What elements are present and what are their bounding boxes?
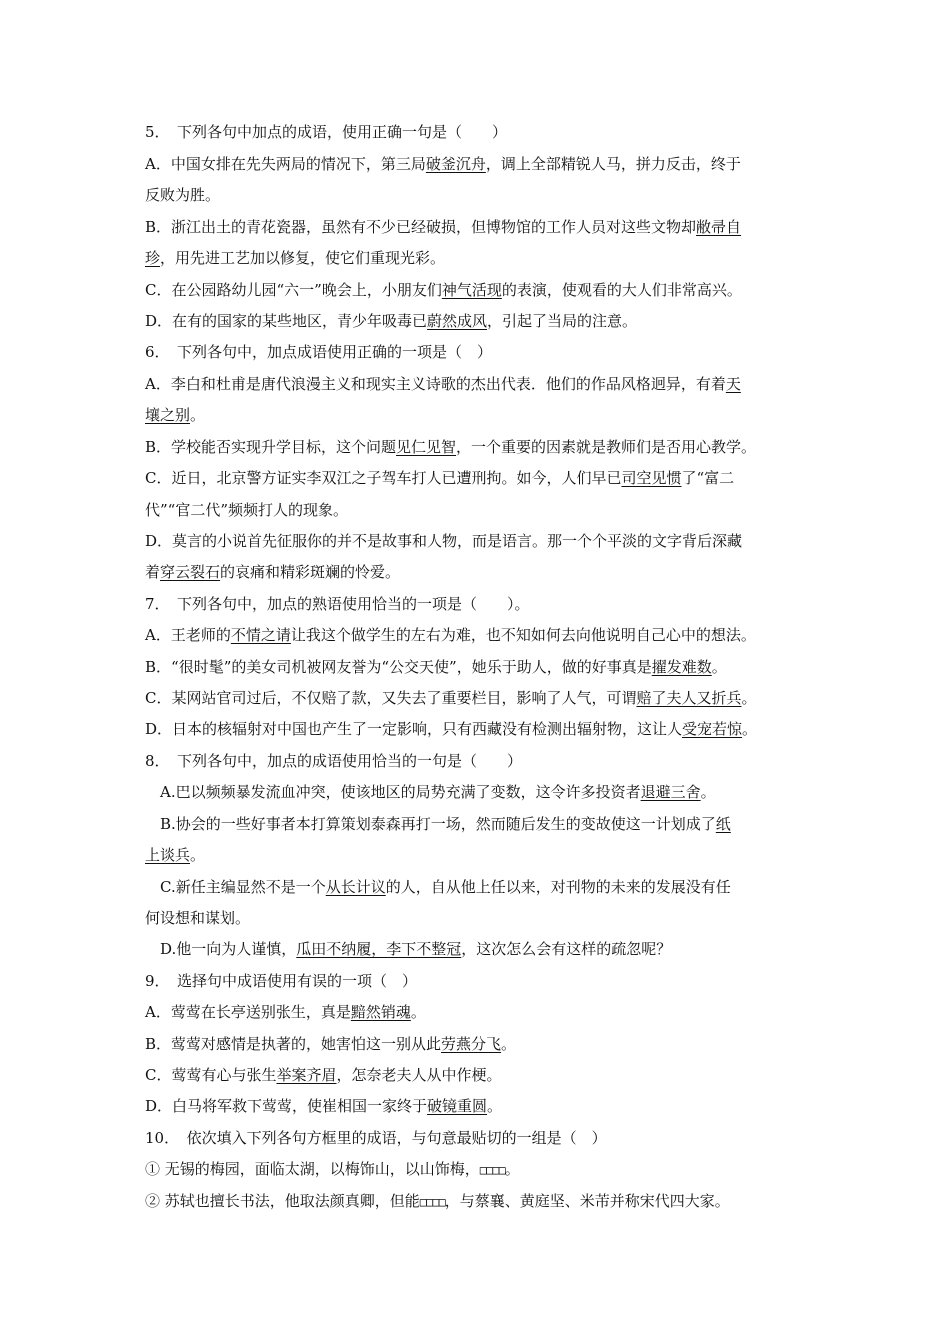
blank-boxes: □□□□ bbox=[479, 1163, 505, 1177]
idiom-underline: 神气活现 bbox=[441, 281, 502, 299]
idiom-underline: 珍 bbox=[145, 249, 161, 267]
question-7-stem: 7． 下列各句中，加点的熟语使用恰当的一项是（ ）。 bbox=[145, 595, 530, 613]
question-10-sentence-1: ① 无锡的梅园，面临太湖，以梅饰山，以山饰梅，□□□□。 bbox=[145, 1160, 520, 1178]
question-8-option-d: D.他一向为人谨慎，瓜田不纳履，李下不整冠，这次怎么会有这样的疏忽呢？ bbox=[160, 940, 672, 958]
idiom-underline: 穿云裂石 bbox=[160, 563, 221, 581]
question-8-option-c: C.新任主编显然不是一个从长计议的人，自从他上任以来，对刊物的未来的发展没有任 bbox=[160, 878, 731, 896]
question-5-option-b-cont: 珍，用先进工艺加以修复，使它们重现光彩。 bbox=[145, 249, 446, 267]
idiom-underline: 黯然销魂 bbox=[350, 1003, 411, 1021]
question-6-option-c-cont: 代”“官二代”频频打人的现象。 bbox=[145, 501, 349, 519]
blank-boxes: □□□□ bbox=[419, 1195, 445, 1209]
idiom-underline: 举案齐眉 bbox=[276, 1066, 337, 1084]
idiom-underline: 司空见惯 bbox=[621, 469, 682, 487]
question-6-option-b: B．学校能否实现升学目标，这个问题见仁见智，一个重要的因素就是教师们是否用心教学。 bbox=[145, 438, 757, 456]
idiom-underline: 蔚然成风 bbox=[427, 312, 488, 330]
idiom-underline: 退避三舍 bbox=[640, 783, 701, 801]
question-5-option-d: D．在有的国家的某些地区，青少年吸毒已蔚然成风，引起了当局的注意。 bbox=[145, 312, 638, 330]
question-9-stem: 9． 选择句中成语使用有误的一项（ ） bbox=[145, 972, 418, 990]
question-8-option-b: B.协会的一些好事者本打算策划泰森再打一场，然而随后发生的变故使这一计划成了纸 bbox=[160, 815, 731, 833]
idiom-underline: 受宠若惊 bbox=[682, 720, 743, 738]
idiom-underline: 敝帚自 bbox=[696, 218, 742, 236]
question-6-option-d-cont: 着穿云裂石的哀痛和精彩斑斓的怜爱。 bbox=[145, 563, 401, 581]
question-5-option-c: C．在公园路幼儿园“六一”晚会上，小朋友们神气活现的表演，使观看的大人们非常高兴。 bbox=[145, 281, 742, 299]
question-7-option-a: A．王老师的不情之请让我这个做学生的左右为难，也不知如何去向他说明自己心中的想法。 bbox=[145, 626, 756, 644]
idiom-underline: 不情之请 bbox=[230, 626, 291, 644]
question-7-option-d: D．日本的核辐射对中国也产生了一定影响，只有西藏没有检测出辐射物，这让人受宠若惊。 bbox=[145, 720, 758, 738]
idiom-underline: 瓜田不纳履，李下不整冠 bbox=[296, 940, 462, 958]
question-8-option-c-cont: 何设想和谋划。 bbox=[145, 909, 251, 927]
question-6-option-d: D．莫言的小说首先征服你的并不是故事和人物，而是语言。那一个个平淡的文字背后深藏 bbox=[145, 532, 743, 550]
question-5-option-a: A．中国女排在先失两局的情况下，第三局破釜沉舟，调上全部精锐人马，拼力反击，终于 bbox=[145, 155, 741, 173]
question-6-option-a: A．李白和杜甫是唐代浪漫主义和现实主义诗歌的杰出代表．他们的作品风格迥异，有着天 bbox=[145, 375, 741, 393]
question-6-option-a-cont: 壤之别。 bbox=[145, 406, 206, 424]
question-5-option-b: B．浙江出土的青花瓷器，虽然有不少已经破损，但博物馆的工作人员对这些文物却敝帚自 bbox=[145, 218, 742, 236]
idiom-underline: 纸 bbox=[715, 815, 731, 833]
question-5-stem: 5． 下列各句中加点的成语，使用正确一句是（ ） bbox=[145, 123, 508, 141]
idiom-underline: 劳燕分飞 bbox=[441, 1035, 502, 1053]
idiom-underline: 从长计议 bbox=[325, 878, 386, 896]
question-10-stem: 10． 依次填入下列各句方框里的成语，与句意最贴切的一组是（ ） bbox=[145, 1129, 607, 1147]
idiom-underline: 天 bbox=[725, 375, 741, 393]
question-9-option-a: A．莺莺在长亭送别张生，真是黯然销魂。 bbox=[145, 1003, 426, 1021]
question-10-sentence-2: ② 苏轼也擅长书法，他取法颜真卿，但能□□□□，与蔡襄、黄庭坚、米芾并称宋代四大家。 bbox=[145, 1192, 730, 1210]
question-6-stem: 6． 下列各句中，加点成语使用正确的一项是（ ） bbox=[145, 343, 493, 361]
question-9-option-d: D．白马将军救下莺莺，使崔相国一家终于破镜重圆。 bbox=[145, 1097, 503, 1115]
question-9-option-b: B．莺莺对感情是执著的，她害怕这一别从此劳燕分飞。 bbox=[145, 1035, 517, 1053]
question-7-option-c: C．某网站官司过后，不仅赔了款，又失去了重要栏目，影响了人气，可谓赔了夫人又折兵。 bbox=[145, 689, 757, 707]
question-7-option-b: B．“很时髦”的美女司机被网友誉为“公交天使”，她乐于助人，做的好事真是擢发难数。 bbox=[145, 658, 727, 676]
idiom-underline: 壤之别 bbox=[145, 406, 191, 424]
idiom-underline: 擢发难数 bbox=[651, 658, 712, 676]
question-8-option-b-cont: 上谈兵。 bbox=[145, 846, 206, 864]
idiom-underline: 赔了夫人又折兵 bbox=[636, 689, 742, 707]
idiom-underline: 上谈兵 bbox=[145, 846, 191, 864]
idiom-underline: 破镜重圆 bbox=[427, 1097, 488, 1115]
question-6-option-c: C．近日，北京警方证实李双江之子驾车打人已遭刑拘。如今，人们早已司空见惯了“富二 bbox=[145, 469, 735, 487]
question-9-option-c: C．莺莺有心与张生举案齐眉，怎奈老夫人从中作梗。 bbox=[145, 1066, 502, 1084]
question-8-option-a: A.巴以频频暴发流血冲突，使该地区的局势充满了变数，这令许多投资者退避三舍。 bbox=[160, 783, 716, 801]
question-5-option-a-cont: 反败为胜。 bbox=[145, 186, 221, 204]
question-8-stem: 8． 下列各句中，加点的成语使用恰当的一句是（ ） bbox=[145, 752, 523, 770]
idiom-underline: 见仁见智 bbox=[396, 438, 457, 456]
idiom-underline: 破釜沉舟 bbox=[425, 155, 486, 173]
